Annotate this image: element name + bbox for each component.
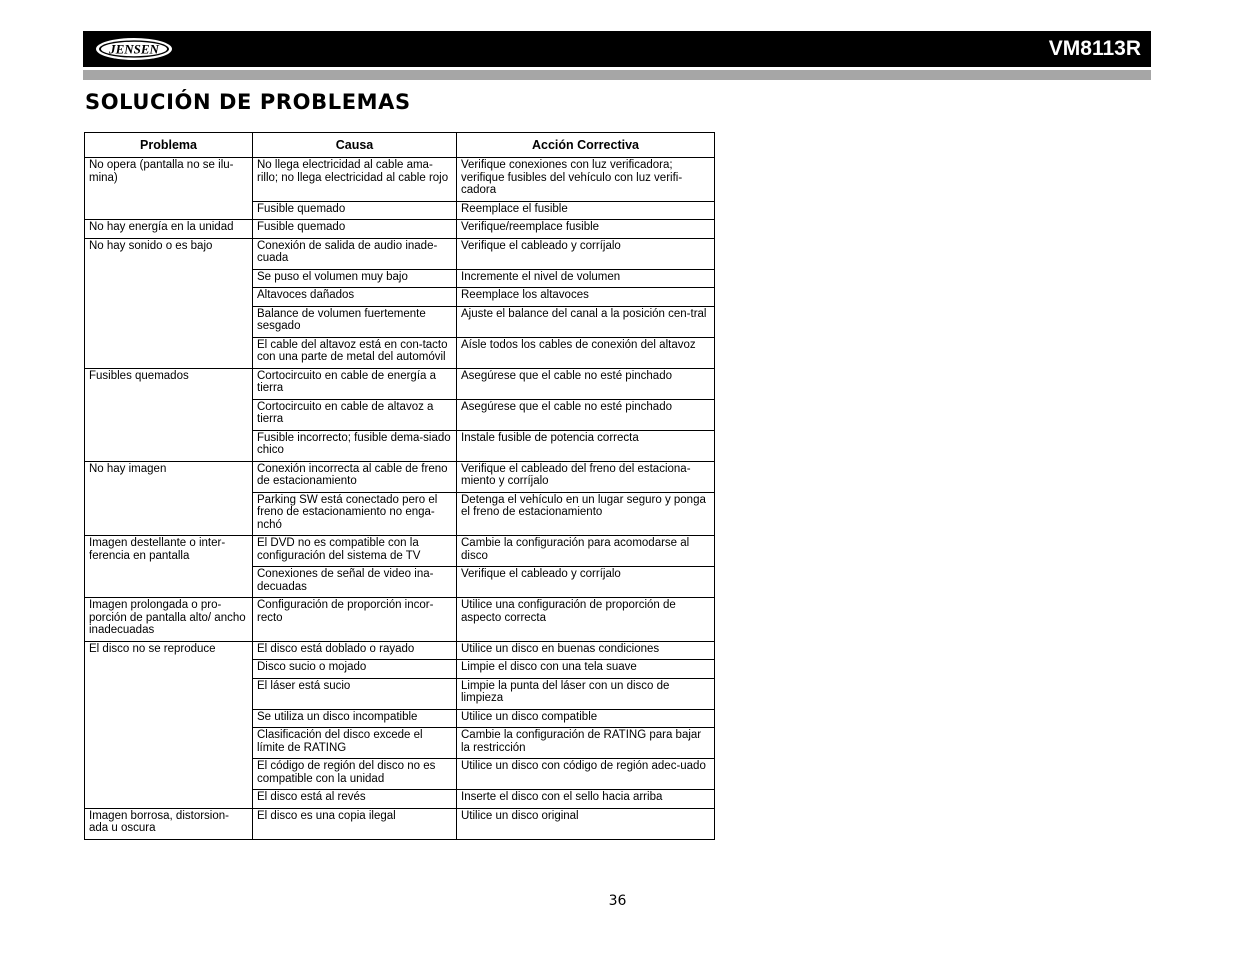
action-cell: Utilice un disco original xyxy=(457,808,715,839)
problem-cell: No hay energía en la unidad xyxy=(85,220,253,239)
action-cell: Asegúrese que el cable no esté pinchado xyxy=(457,368,715,399)
cause-cell: El disco es una copia ilegal xyxy=(253,808,457,839)
cause-cell: Altavoces dañados xyxy=(253,288,457,307)
cause-cell: El disco está al revés xyxy=(253,790,457,809)
action-cell: Detenga el vehículo en un lugar seguro y ponga el freno de estacionamiento xyxy=(457,492,715,536)
problem-cell: Imagen prolongada o pro-porción de pantalla alto/ ancho inadecuadas xyxy=(85,598,253,642)
table-row xyxy=(85,808,715,839)
page-title: SOLUCIÓN DE PROBLEMAS xyxy=(85,90,411,114)
jensen-logo xyxy=(95,37,173,61)
action-cell: Aísle todos los cables de conexión del altavoz xyxy=(457,337,715,368)
cause-cell: Conexión incorrecta al cable de freno de estacionamiento xyxy=(253,461,457,492)
problem-cell: Imagen borrosa, distorsion-ada u oscura xyxy=(85,808,253,839)
action-cell: Verifique el cableado y corríjalo xyxy=(457,238,715,269)
model-number: VM8113R xyxy=(1048,37,1141,60)
cause-cell: Fusible quemado xyxy=(253,201,457,220)
action-cell: Reemplace los altavoces xyxy=(457,288,715,307)
action-cell: Inserte el disco con el sello hacia arriba xyxy=(457,790,715,809)
action-cell: Utilice una configuración de proporción de aspecto correcta xyxy=(457,598,715,642)
action-cell: Verifique el cableado y corríjalo xyxy=(457,567,715,598)
problem-cell: No hay sonido o es bajo xyxy=(85,238,253,368)
cause-cell: Conexión de salida de audio inade-cuada xyxy=(253,238,457,269)
cause-cell: Fusible quemado xyxy=(253,220,457,239)
problem-cell: No opera (pantalla no se ilu-mina) xyxy=(85,158,253,220)
cause-cell: Conexiones de señal de video ina-decuadas xyxy=(253,567,457,598)
cause-cell: Clasificación del disco excede el límite de RATING xyxy=(253,728,457,759)
table-row xyxy=(85,536,715,567)
cause-cell: No llega electricidad al cable ama-rillo; no llega electricidad al cable rojo xyxy=(253,158,457,202)
table-row xyxy=(85,158,715,202)
action-cell: Asegúrese que el cable no esté pinchado xyxy=(457,399,715,430)
cause-cell: El disco está doblado o rayado xyxy=(253,641,457,660)
problem-cell: El disco no se reproduce xyxy=(85,641,253,808)
action-cell: Verifique/reemplace fusible xyxy=(457,220,715,239)
gray-divider-bar xyxy=(83,70,1151,80)
action-cell: Incremente el nivel de volumen xyxy=(457,269,715,288)
problem-cell: Fusibles quemados xyxy=(85,368,253,461)
cause-cell: Cortocircuito en cable de altavoz a tierra xyxy=(253,399,457,430)
header-bar xyxy=(83,31,1151,67)
cause-cell: Se utiliza un disco incompatible xyxy=(253,709,457,728)
page-number: 36 xyxy=(608,893,627,909)
problem-cell: Imagen destellante o inter-ferencia en pantalla xyxy=(85,536,253,598)
action-cell: Cambie la configuración para acomodarse al disco xyxy=(457,536,715,567)
cause-cell: Configuración de proporción incor-recto xyxy=(253,598,457,642)
action-cell: Limpie la punta del láser con un disco de limpieza xyxy=(457,678,715,709)
action-cell: Utilice un disco en buenas condiciones xyxy=(457,641,715,660)
action-cell: Verifique conexiones con luz verificadora; verifique fusibles del vehículo con luz verifi-cadora xyxy=(457,158,715,202)
cause-cell: El DVD no es compatible con la configuración del sistema de TV xyxy=(253,536,457,567)
troubleshooting-table xyxy=(84,132,715,840)
action-cell: Instale fusible de potencia correcta xyxy=(457,430,715,461)
action-cell: Limpie el disco con una tela suave xyxy=(457,660,715,679)
action-cell: Cambie la configuración de RATING para bajar la restricción xyxy=(457,728,715,759)
table-row xyxy=(85,220,715,239)
table-row xyxy=(85,641,715,660)
action-cell: Verifique el cableado del freno del estaciona-miento y corríjalo xyxy=(457,461,715,492)
table-body xyxy=(85,158,715,840)
cause-cell: Disco sucio o mojado xyxy=(253,660,457,679)
column-header-action: Acción Correctiva xyxy=(457,133,715,158)
cause-cell: Se puso el volumen muy bajo xyxy=(253,269,457,288)
table-row xyxy=(85,368,715,399)
table-row xyxy=(85,598,715,642)
table-row xyxy=(85,238,715,269)
cause-cell: Fusible incorrecto; fusible dema-siado chico xyxy=(253,430,457,461)
action-cell: Utilice un disco compatible xyxy=(457,709,715,728)
column-header-cause: Causa xyxy=(253,133,457,158)
action-cell: Utilice un disco con código de región adec-uado xyxy=(457,759,715,790)
logo-text: JENSEN xyxy=(109,41,159,57)
cause-cell: El láser está sucio xyxy=(253,678,457,709)
cause-cell: Cortocircuito en cable de energía a tierra xyxy=(253,368,457,399)
cause-cell: El código de región del disco no es compatible con la unidad xyxy=(253,759,457,790)
cause-cell: Balance de volumen fuertemente sesgado xyxy=(253,306,457,337)
table-row xyxy=(85,461,715,492)
table-header-row xyxy=(85,133,715,158)
column-header-problem: Problema xyxy=(85,133,253,158)
action-cell: Ajuste el balance del canal a la posición cen-tral xyxy=(457,306,715,337)
cause-cell: El cable del altavoz está en con-tacto con una parte de metal del automóvil xyxy=(253,337,457,368)
action-cell: Reemplace el fusible xyxy=(457,201,715,220)
jensen-logo-icon xyxy=(95,37,173,61)
cause-cell: Parking SW está conectado pero el freno de estacionamiento no enga-nchó xyxy=(253,492,457,536)
problem-cell: No hay imagen xyxy=(85,461,253,536)
